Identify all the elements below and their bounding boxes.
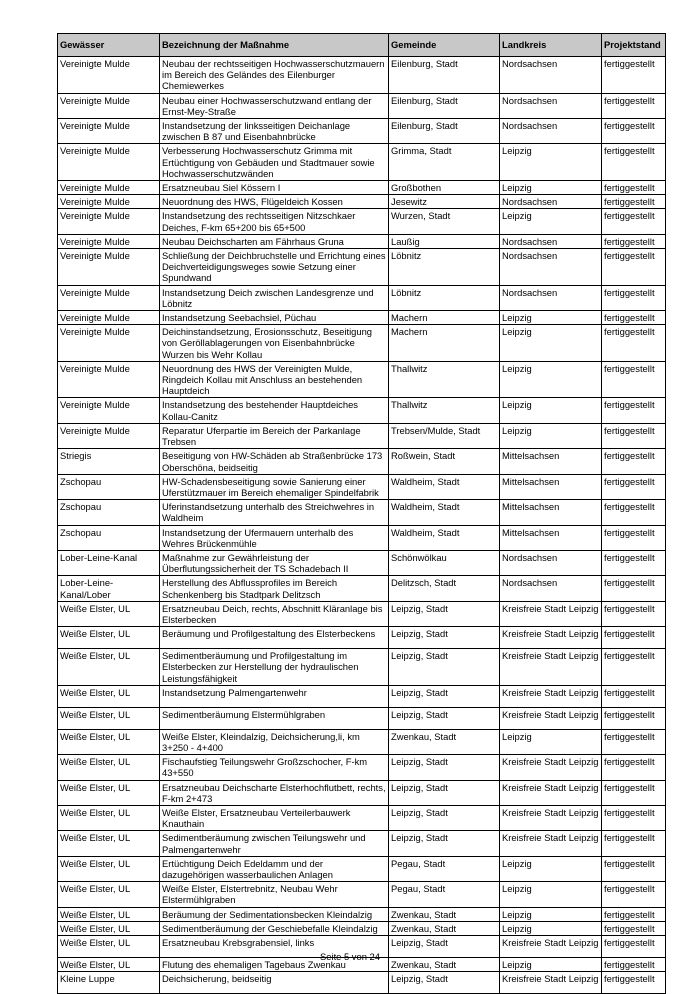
cell-landkreis: Kreisfreie Stadt Leipzig [500,936,602,958]
cell-gewaesser: Vereinigte Mulde [58,325,160,362]
cell-gemeinde: Leipzig, Stadt [389,805,500,830]
cell-landkreis: Nordsachsen [500,195,602,209]
page-number: Seite 5 von 24 [320,951,380,962]
cell-massnahme: Reparatur Uferpartie im Bereich der Parkanlage Trebsen [160,423,389,448]
cell-gewaesser: Lober-Leine-Kanal [58,550,160,575]
table-row [58,285,666,310]
cell-massnahme: Ersatzneubau Siel Kössern I [160,181,389,195]
cell-landkreis: Nordsachsen [500,285,602,310]
cell-gewaesser: Weiße Elster, UL [58,921,160,935]
cell-landkreis: Mittelsachsen [500,449,602,474]
cell-massnahme: Instandsetzung Seebachsiel, Püchau [160,311,389,325]
cell-landkreis: Kreisfreie Stadt Leipzig [500,601,602,626]
table-row [58,550,666,575]
table-row [58,649,666,686]
cell-gewaesser: Weiße Elster, UL [58,936,160,958]
cell-projektstand: fertiggestellt [602,627,666,649]
cell-gemeinde: Leipzig, Stadt [389,601,500,626]
cell-gemeinde: Schönwölkau [389,550,500,575]
cell-projektstand: fertiggestellt [602,311,666,325]
cell-landkreis: Kreisfreie Stadt Leipzig [500,707,602,729]
cell-projektstand: fertiggestellt [602,907,666,921]
cell-landkreis: Nordsachsen [500,550,602,575]
cell-massnahme: Ersatzneubau Krebsgrabensiel, links [160,936,389,958]
cell-projektstand: fertiggestellt [602,285,666,310]
cell-gemeinde: Leipzig, Stadt [389,649,500,686]
cell-gewaesser: Vereinigte Mulde [58,361,160,398]
cell-massnahme: Instandsetzung der Ufermauern unterhalb des Wehres Brückenmühle [160,525,389,550]
cell-gemeinde: Zwenkau, Stadt [389,921,500,935]
cell-gemeinde: Waldheim, Stadt [389,474,500,499]
cell-massnahme: Beseitigung von HW-Schäden ab Straßenbrücke 173 Oberschöna, beidseitig [160,449,389,474]
cell-gemeinde: Leipzig, Stadt [389,707,500,729]
cell-landkreis: Leipzig [500,729,602,754]
table-row [58,972,666,994]
cell-landkreis: Leipzig [500,856,602,881]
cell-projektstand: fertiggestellt [602,649,666,686]
cell-projektstand: fertiggestellt [602,249,666,286]
table-row [58,627,666,649]
cell-landkreis: Leipzig [500,423,602,448]
cell-gewaesser: Vereinigte Mulde [58,285,160,310]
cell-projektstand: fertiggestellt [602,882,666,907]
cell-gemeinde: Roßwein, Stadt [389,449,500,474]
cell-massnahme: Sedimentberäumung und Profilgestaltung im Elsterbecken zur Herstellung der hydraulischen Leistungsfähigkeit [160,649,389,686]
cell-projektstand: fertiggestellt [602,209,666,234]
cell-massnahme: Weiße Elster, Ersatzneubau Verteilerbauwerk Knauthain [160,805,389,830]
cell-gewaesser: Lober-Leine-Kanal/Lober [58,576,160,601]
cell-landkreis: Leipzig [500,882,602,907]
header-landkreis: Landkreis [500,34,602,57]
cell-massnahme: Schließung der Deichbruchstelle und Errichtung eines Deichverteidigungsweges sowie Setzung einer Spundwand [160,249,389,286]
cell-massnahme: Herstellung des Abflussprofiles im Bereich Schenkenberg bis Stadtpark Delitzsch [160,576,389,601]
cell-landkreis: Leipzig [500,209,602,234]
cell-gemeinde: Löbnitz [389,249,500,286]
table-row [58,361,666,398]
cell-gewaesser: Weiße Elster, UL [58,729,160,754]
cell-landkreis: Leipzig [500,398,602,423]
table-row [58,93,666,118]
table-row [58,685,666,707]
cell-projektstand: fertiggestellt [602,119,666,144]
cell-gewaesser: Weiße Elster, UL [58,755,160,780]
cell-projektstand: fertiggestellt [602,780,666,805]
cell-landkreis: Leipzig [500,361,602,398]
cell-gewaesser: Weiße Elster, UL [58,707,160,729]
cell-gemeinde: Grimma, Stadt [389,144,500,181]
cell-massnahme: Instandsetzung Deich zwischen Landesgrenze und Löbnitz [160,285,389,310]
cell-gemeinde: Leipzig, Stadt [389,627,500,649]
cell-gewaesser: Weiße Elster, UL [58,601,160,626]
cell-projektstand: fertiggestellt [602,707,666,729]
cell-massnahme: Neubau der rechtsseitigen Hochwasserschutzmauern im Bereich des Geländes des Eilenburger Chemiewerkes [160,57,389,94]
cell-landkreis: Kreisfreie Stadt Leipzig [500,972,602,994]
table-row [58,907,666,921]
cell-landkreis: Mittelsachsen [500,500,602,525]
table-row [58,500,666,525]
cell-massnahme: Neuordnung des HWS, Flügeldeich Kossen [160,195,389,209]
cell-massnahme: Ersatzneubau Deichscharte Elsterhochflutbett, rechts, F-km 2+473 [160,780,389,805]
table-header [58,34,666,57]
cell-massnahme: HW-Schadensbeseitigung sowie Sanierung einer Uferstützmauer im Bereich ehemaliger Spindelfabrik [160,474,389,499]
cell-gemeinde: Machern [389,311,500,325]
cell-massnahme: Neubau Deichscharten am Fährhaus Gruna [160,234,389,248]
cell-landkreis: Leipzig [500,958,602,972]
cell-projektstand: fertiggestellt [602,93,666,118]
cell-massnahme: Neuordnung des HWS der Vereinigten Mulde, Ringdeich Kollau mit Anschluss an bestehenden Hauptdeich [160,361,389,398]
cell-projektstand: fertiggestellt [602,856,666,881]
cell-projektstand: fertiggestellt [602,474,666,499]
table-row [58,57,666,94]
cell-projektstand: fertiggestellt [602,144,666,181]
cell-gewaesser: Vereinigte Mulde [58,311,160,325]
cell-gewaesser: Weiße Elster, UL [58,882,160,907]
cell-massnahme: Weiße Elster, Elstertrebnitz, Neubau Wehr Elstermühlgraben [160,882,389,907]
cell-gemeinde: Thallwitz [389,361,500,398]
cell-projektstand: fertiggestellt [602,181,666,195]
cell-gewaesser: Vereinigte Mulde [58,119,160,144]
measures-table [57,33,666,994]
table-row [58,921,666,935]
cell-landkreis: Nordsachsen [500,119,602,144]
cell-landkreis: Leipzig [500,907,602,921]
cell-gemeinde: Eilenburg, Stadt [389,119,500,144]
cell-gemeinde: Leipzig, Stadt [389,755,500,780]
cell-landkreis: Leipzig [500,325,602,362]
cell-gemeinde: Zwenkau, Stadt [389,907,500,921]
table-row [58,780,666,805]
table-row [58,449,666,474]
cell-projektstand: fertiggestellt [602,195,666,209]
table-row [58,325,666,362]
cell-landkreis: Leipzig [500,921,602,935]
cell-landkreis: Nordsachsen [500,234,602,248]
cell-massnahme: Ertüchtigung Deich Edeldamm und der dazugehörigen wasserbaulichen Anlagen [160,856,389,881]
table-body [58,57,666,994]
cell-projektstand: fertiggestellt [602,972,666,994]
cell-projektstand: fertiggestellt [602,449,666,474]
cell-gewaesser: Striegis [58,449,160,474]
cell-gemeinde: Eilenburg, Stadt [389,93,500,118]
cell-gewaesser: Weiße Elster, UL [58,831,160,856]
table-row [58,525,666,550]
cell-gemeinde: Thallwitz [389,398,500,423]
cell-massnahme: Deichsicherung, beidseitig [160,972,389,994]
cell-massnahme: Instandsetzung des rechtsseitigen Nitzschkaer Deiches, F-km 65+200 bis 65+500 [160,209,389,234]
cell-gemeinde: Machern [389,325,500,362]
table-row [58,144,666,181]
table-row [58,882,666,907]
table-row [58,474,666,499]
cell-gewaesser: Vereinigte Mulde [58,249,160,286]
cell-gewaesser: Vereinigte Mulde [58,234,160,248]
cell-landkreis: Mittelsachsen [500,474,602,499]
cell-gemeinde: Jesewitz [389,195,500,209]
cell-gewaesser: Vereinigte Mulde [58,195,160,209]
cell-gewaesser: Weiße Elster, UL [58,649,160,686]
cell-gemeinde: Zwenkau, Stadt [389,729,500,754]
cell-projektstand: fertiggestellt [602,958,666,972]
table-row [58,601,666,626]
cell-projektstand: fertiggestellt [602,361,666,398]
cell-landkreis: Kreisfreie Stadt Leipzig [500,831,602,856]
cell-projektstand: fertiggestellt [602,550,666,575]
cell-gewaesser: Zschopau [58,500,160,525]
cell-massnahme: Beräumung der Sedimentationsbecken Kleindalzig [160,907,389,921]
cell-landkreis: Kreisfreie Stadt Leipzig [500,627,602,649]
cell-gewaesser: Vereinigte Mulde [58,57,160,94]
cell-gewaesser: Weiße Elster, UL [58,958,160,972]
table-row [58,398,666,423]
cell-gewaesser: Vereinigte Mulde [58,93,160,118]
table-row [58,805,666,830]
cell-projektstand: fertiggestellt [602,921,666,935]
cell-massnahme: Sedimentberäumung Elstermühlgraben [160,707,389,729]
cell-massnahme: Neubau einer Hochwasserschutzwand entlang der Ernst-Mey-Straße [160,93,389,118]
cell-projektstand: fertiggestellt [602,57,666,94]
cell-landkreis: Leipzig [500,311,602,325]
cell-gewaesser: Weiße Elster, UL [58,627,160,649]
cell-gewaesser: Vereinigte Mulde [58,144,160,181]
cell-gewaesser: Zschopau [58,525,160,550]
table-row [58,195,666,209]
cell-landkreis: Nordsachsen [500,57,602,94]
cell-massnahme: Instandsetzung der linksseitigen Deichanlage zwischen B 87 und Eisenbahnbrücke [160,119,389,144]
cell-gemeinde: Pegau, Stadt [389,882,500,907]
cell-gewaesser: Weiße Elster, UL [58,780,160,805]
cell-projektstand: fertiggestellt [602,576,666,601]
cell-gemeinde: Waldheim, Stadt [389,500,500,525]
cell-projektstand: fertiggestellt [602,525,666,550]
header-row [58,34,666,57]
table-row [58,755,666,780]
header-gemeinde: Gemeinde [389,34,500,57]
cell-projektstand: fertiggestellt [602,325,666,362]
table-row [58,707,666,729]
cell-gewaesser: Kleine Luppe [58,972,160,994]
cell-landkreis: Kreisfreie Stadt Leipzig [500,649,602,686]
cell-projektstand: fertiggestellt [602,729,666,754]
cell-landkreis: Kreisfreie Stadt Leipzig [500,755,602,780]
cell-gemeinde: Leipzig, Stadt [389,972,500,994]
cell-massnahme: Verbesserung Hochwasserschutz Grimma mit Ertüchtigung von Gebäuden und Stadtmauer sowie Hochwasserschutzwänden [160,144,389,181]
cell-gemeinde: Leipzig, Stadt [389,936,500,958]
cell-gemeinde: Delitzsch, Stadt [389,576,500,601]
table-row [58,249,666,286]
cell-massnahme: Sedimentberäumung der Geschiebefalle Kleindalzig [160,921,389,935]
cell-gemeinde: Leipzig, Stadt [389,685,500,707]
table-row [58,423,666,448]
cell-projektstand: fertiggestellt [602,500,666,525]
cell-landkreis: Nordsachsen [500,249,602,286]
table-row [58,181,666,195]
cell-gemeinde: Großbothen [389,181,500,195]
cell-massnahme: Uferinstandsetzung unterhalb des Streichwehres in Waldheim [160,500,389,525]
cell-gemeinde: Löbnitz [389,285,500,310]
cell-massnahme: Beräumung und Profilgestaltung des Elsterbeckens [160,627,389,649]
cell-projektstand: fertiggestellt [602,685,666,707]
cell-gewaesser: Zschopau [58,474,160,499]
cell-gewaesser: Weiße Elster, UL [58,805,160,830]
table-row [58,119,666,144]
cell-gemeinde: Zwenkau, Stadt [389,958,500,972]
cell-massnahme: Deichinstandsetzung, Erosionsschutz, Beseitigung von Geröllablagerungen von Eisenbahnbrücke Wurzen bis Wehr Kollau [160,325,389,362]
cell-gewaesser: Weiße Elster, UL [58,856,160,881]
cell-massnahme: Instandsetzung Palmengartenwehr [160,685,389,707]
cell-landkreis: Leipzig [500,181,602,195]
cell-gemeinde: Leipzig, Stadt [389,780,500,805]
cell-gewaesser: Vereinigte Mulde [58,398,160,423]
cell-landkreis: Mittelsachsen [500,525,602,550]
cell-projektstand: fertiggestellt [602,805,666,830]
header-projektstand: Projektstand [602,34,666,57]
cell-landkreis: Kreisfreie Stadt Leipzig [500,780,602,805]
header-gewaesser: Gewässer [58,34,160,57]
cell-projektstand: fertiggestellt [602,831,666,856]
cell-massnahme: Instandsetzung des bestehender Hauptdeiches Kollau-Canitz [160,398,389,423]
cell-projektstand: fertiggestellt [602,601,666,626]
cell-gemeinde: Trebsen/Mulde, Stadt [389,423,500,448]
cell-landkreis: Nordsachsen [500,576,602,601]
cell-massnahme: Sedimentberäumung zwischen Teilungswehr und Palmengartenwehr [160,831,389,856]
cell-landkreis: Kreisfreie Stadt Leipzig [500,685,602,707]
cell-landkreis: Leipzig [500,144,602,181]
cell-massnahme: Weiße Elster, Kleindalzig, Deichsicherung,li, km 3+250 - 4+400 [160,729,389,754]
table-row [58,576,666,601]
cell-projektstand: fertiggestellt [602,234,666,248]
table-row [58,831,666,856]
cell-gemeinde: Laußig [389,234,500,248]
cell-gemeinde: Eilenburg, Stadt [389,57,500,94]
cell-projektstand: fertiggestellt [602,398,666,423]
table-row [58,856,666,881]
cell-massnahme: Ersatzneubau Deich, rechts, Abschnitt Kläranlage bis Elsterbecken [160,601,389,626]
cell-projektstand: fertiggestellt [602,936,666,958]
cell-massnahme: Maßnahme zur Gewährleistung der Überflutungssicherheit der TS Schadebach II [160,550,389,575]
cell-gewaesser: Weiße Elster, UL [58,907,160,921]
table-row [58,209,666,234]
header-massnahme: Bezeichnung der Maßnahme [160,34,389,57]
cell-gemeinde: Wurzen, Stadt [389,209,500,234]
table-row [58,311,666,325]
cell-projektstand: fertiggestellt [602,423,666,448]
cell-gewaesser: Vereinigte Mulde [58,209,160,234]
cell-massnahme: Flutung des ehemaligen Tagebaus Zwenkau [160,958,389,972]
cell-gewaesser: Vereinigte Mulde [58,423,160,448]
cell-gewaesser: Vereinigte Mulde [58,181,160,195]
cell-gewaesser: Weiße Elster, UL [58,685,160,707]
cell-massnahme: Fischaufstieg Teilungswehr Großzschocher, F-km 43+550 [160,755,389,780]
cell-landkreis: Nordsachsen [500,93,602,118]
cell-gemeinde: Waldheim, Stadt [389,525,500,550]
cell-landkreis: Kreisfreie Stadt Leipzig [500,805,602,830]
table-row [58,234,666,248]
table-row [58,729,666,754]
cell-gemeinde: Pegau, Stadt [389,856,500,881]
cell-gemeinde: Leipzig, Stadt [389,831,500,856]
cell-projektstand: fertiggestellt [602,755,666,780]
